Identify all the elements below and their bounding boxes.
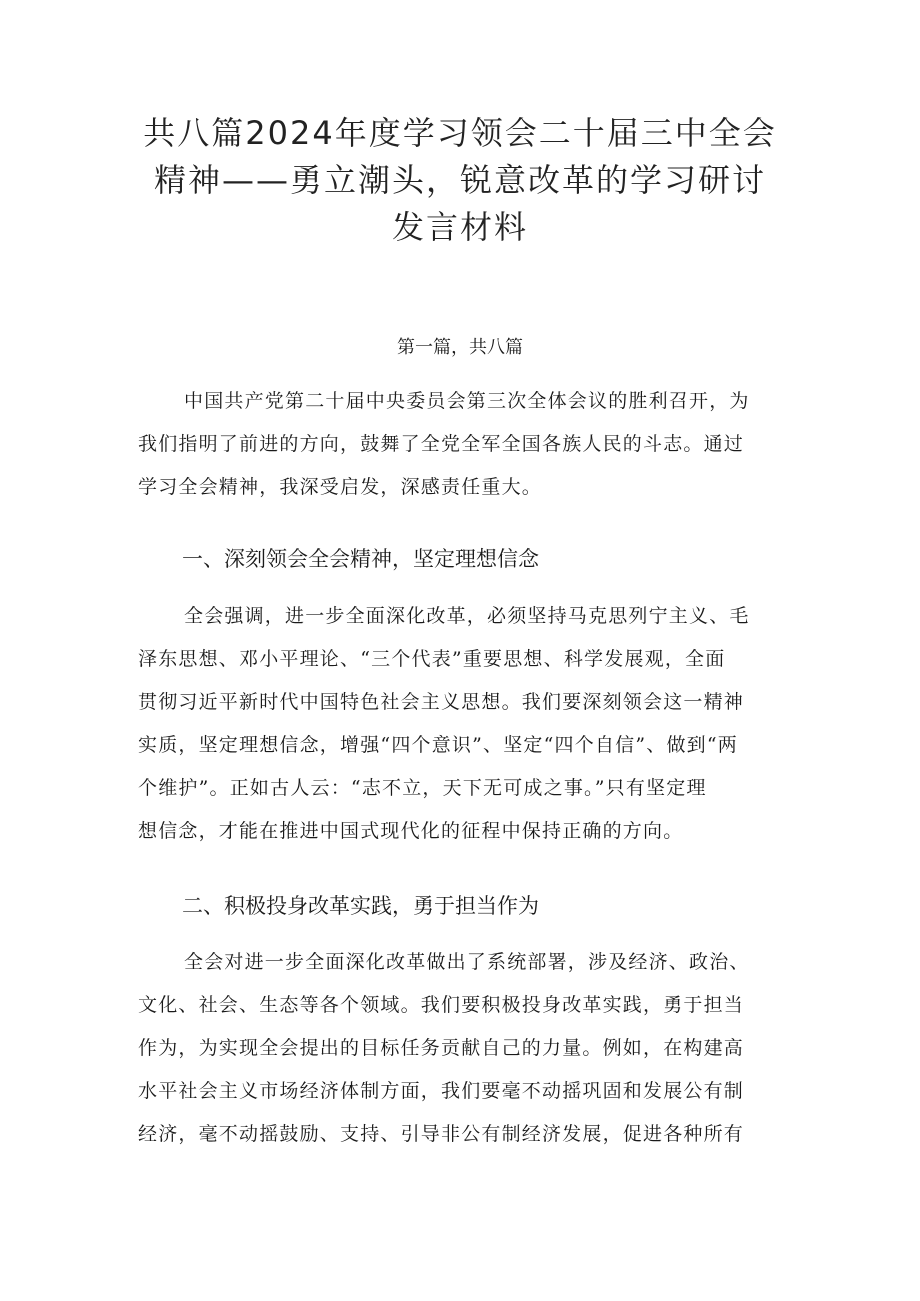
section-1-line: 全会强调，进一步全面深化改革，必须坚持马克思列宁主义、毛 [184, 605, 750, 627]
section-2-line: 全会对进一步全面深化改革做出了系统部署，涉及经济、政治、 [184, 951, 750, 973]
intro-line: 我们指明了前进的方向，鼓舞了全党全军全国各族人民的斗志。通过 [138, 433, 745, 455]
document-title [100, 110, 820, 251]
section-1-paragraph [138, 595, 790, 853]
section-1-heading: 一、深刻领会全会精神，坚定理想信念 [182, 547, 539, 571]
section-2-line: 经济，毫不动摇鼓励、支持、引导非公有制经济发展，促进各种所有 [138, 1123, 745, 1145]
section-1-line: 贯彻习近平新时代中国特色社会主义思想。我们要深刻领会这一精神 [138, 691, 745, 713]
title-line-2: 精神——勇立潮头，锐意改革的学习研讨 [153, 161, 766, 199]
title-line-3: 发言材料 [391, 208, 528, 246]
intro-line: 学习全会精神，我深受启发，深感责任重大。 [138, 476, 543, 498]
section-1-line: 个维护”。正如古人云：“志不立，天下无可成之事。”只有坚定理 [138, 777, 707, 799]
section-2-heading: 二、积极投身改革实践，勇于担当作为 [182, 894, 539, 918]
section-2-line: 文化、社会、生态等各个领域。我们要积极投身改革实践，勇于担当 [138, 994, 745, 1016]
intro-paragraph [138, 380, 790, 509]
section-1-line: 泽东思想、邓小平理论、“三个代表”重要思想、科学发展观，全面 [138, 648, 726, 670]
section-1-line: 想信念，才能在推进中国式现代化的征程中保持正确的方向。 [138, 820, 684, 842]
section-2-line: 作为，为实现全会提出的目标任务贡献自己的力量。例如，在构建高 [138, 1037, 745, 1059]
section-2-paragraph [138, 941, 790, 1156]
section-2-line: 水平社会主义市场经济体制方面，我们要毫不动摇巩固和发展公有制 [138, 1080, 745, 1102]
section-1-line: 实质，坚定理想信念，增强“四个意识”、坚定“四个自信”、做到“两 [138, 734, 738, 756]
title-line-1: 共八篇2024年度学习领会二十届三中全会 [143, 114, 777, 152]
intro-line: 中国共产党第二十届中央委员会第三次全体会议的胜利召开，为 [184, 390, 750, 412]
part-subtitle: 第一篇，共八篇 [397, 337, 523, 358]
